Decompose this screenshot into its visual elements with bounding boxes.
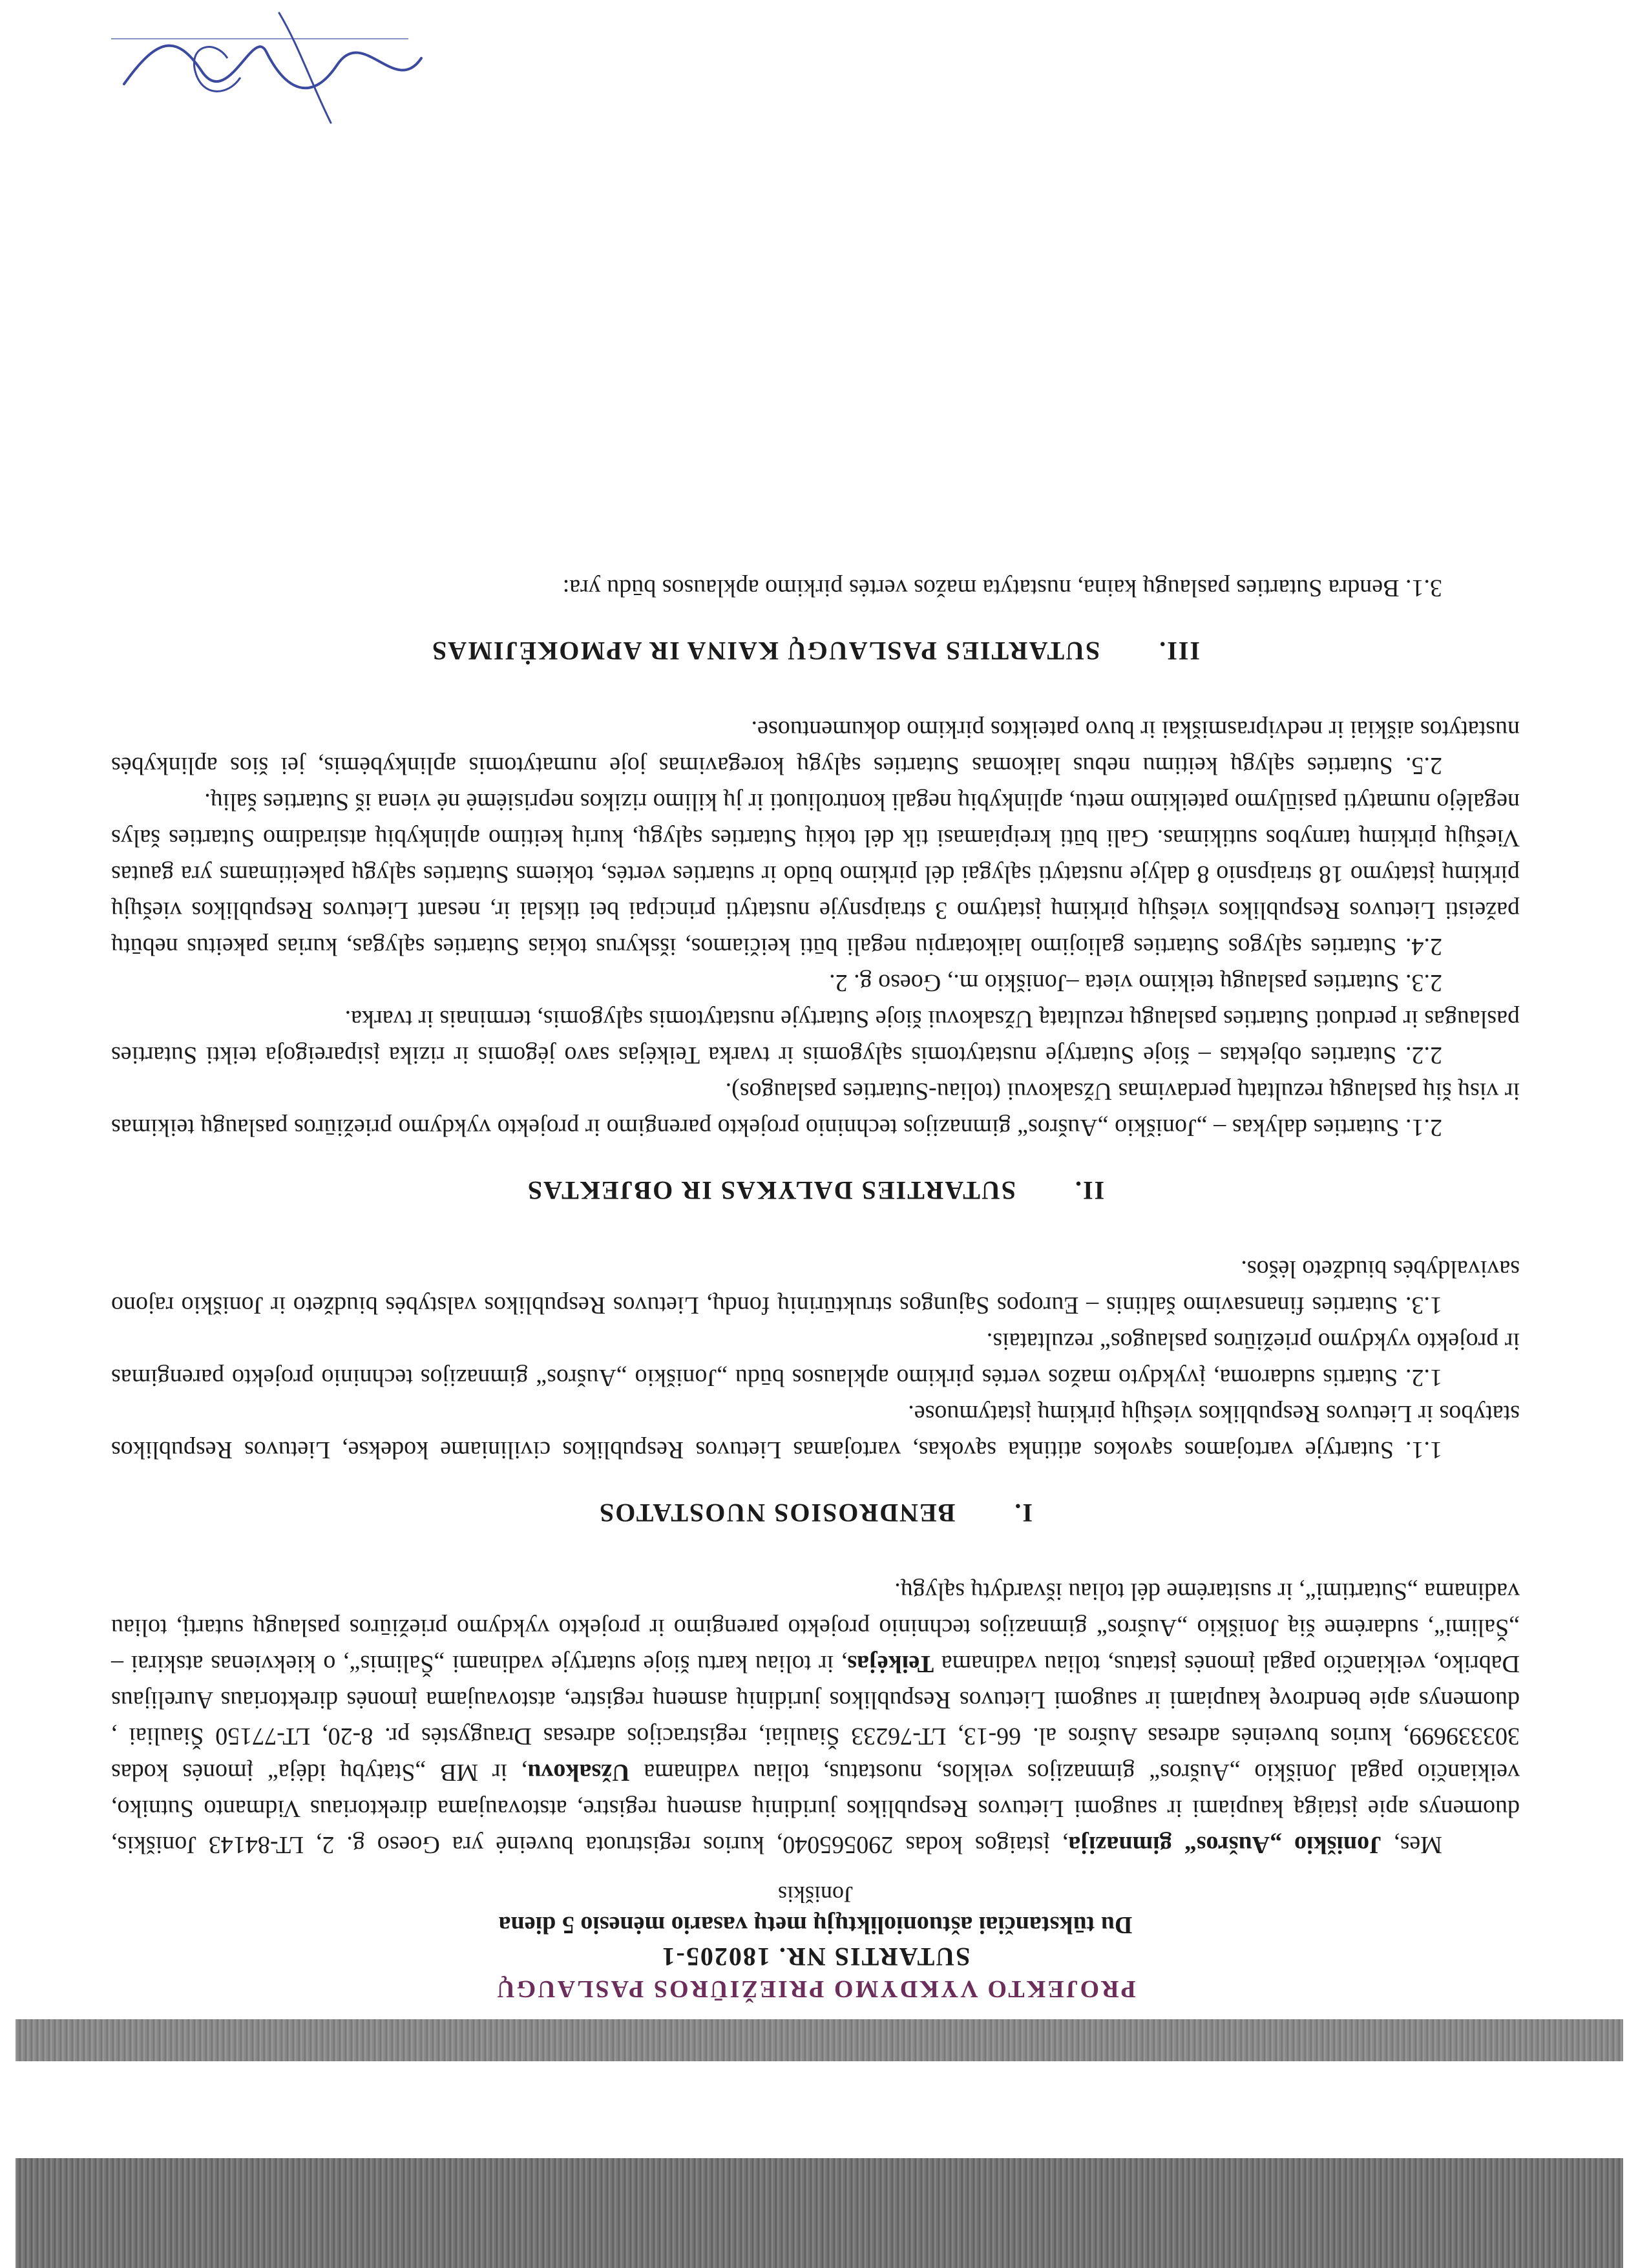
scanner-bar — [16, 2019, 1623, 2061]
contract-title: PROJEKTO VYKDYMO PRIEŽIŪROS PASLAUGŲ — [495, 1975, 1136, 2002]
contract-number: SUTARTIS NR. 180205-1 — [660, 1942, 971, 1971]
clause-1-2: 1.2. Sutartis sudaroma, įvykdyto mažos vertės pirkimo apklausos būdu „Joniškio „Aušros“ gimnazijos techninio projekto parengimas ir projekto vykdymo priežiūros paslaugos“ rezultatais. — [111, 1328, 1520, 1391]
scanner-bar — [16, 2158, 1623, 2268]
clause-2-2: 2.2. Sutarties objektas – šioje Sutartyje nustatytomis sąlygomis ir tvarka Teikėjas savo jėgomis ir rizika įsipareigoja teikti Sutarties paslaugas ir perduoti Sutarties paslaugų rezultatą Užsakovui šioje Sutartyje nustatytomis sąlygomis, terminais ir tvarka. — [111, 1005, 1520, 1069]
section-title-3: III.SUTARTIES PASLAUGŲ KAINA IR APMOKĖJIMAS — [431, 636, 1200, 666]
school-name: Joniškio „Aušros“ gimnazija — [1068, 1831, 1382, 1858]
clause-1-3: 1.3. Sutarties finansavimo šaltinis – Europos Sąjungos struktūrinių fondų, Lietuvos Respublikos valstybės biudžeto ir Joniškio rajono savivaldybės biudžeto lėšos. — [111, 1255, 1520, 1319]
section-title-2: II.SUTARTIES DALYKAS IR OBJEKTAS — [526, 1176, 1105, 1205]
clause-1-1: 1.1. Sutartyje vartojamos sąvokos atitinka sąvokas, vartojamas Lietuvos Respublikos civiliniame kodekse, Lietuvos Respublikos statybos ir Lietuvos Respublikos viešųjų pirkimų įstatymuose. — [111, 1400, 1520, 1464]
clause-2-1: 2.1. Sutarties dalykas – „Joniškio „Aušros“ gimnazijos techninio projekto parengimo ir projekto vykdymo priežiūros paslaugų teikimas ir visų šių paslaugų rezultatų perdavimas Užsakovui (toliau-Sutarties paslaugos). — [111, 1078, 1520, 1141]
provider-term: Teikėjas — [847, 1650, 934, 1677]
clause-2-4: 2.4. Sutarties sąlygos Sutarties galiojimo laikotarpiu negali būti keičiamos, išskyrus tokias Sutarties sąlygas, kurias pakeitus nebūtų pažeisti Lietuvos Respublikos viešųjų pirkimų įstatymo 3 straipsnyje nustatyti principai bei tikslai ir, nesant Lietuvos Respublikos viešųjų pirkimų įstatymo 18 straipsnio 8 dalyje nustatyti sąlygai dėl pirkimo būdo ir sutarties vertės, tokiems Sutarties sąlygų pakeitimams yra gautas Viešųjų pirkimų tarnybos sutikimas. Gali būti kreipiamasi tik dėl tokių Sutarties sąlygų, kurių keitimo aplinkybių atsiradimo Sutarties šalys negalėjo numatyti pasiūlymo pateikimo metu, aplinkybių negali kontroliuoti ir jų kilimo rizikos neprisiėmė nė viena iš Sutarties šalių. — [111, 788, 1520, 960]
handwritten-signature — [98, 6, 434, 136]
section-title-1: I.BENDROSIOS NUOSTATOS — [598, 1498, 1033, 1528]
contract-header — [111, 1881, 1520, 2003]
clause-2-3: 2.3. Sutarties paslaugų teikimo vieta –Joniškio m., Goeso g. 2. — [829, 969, 1442, 996]
intro-paragraph: Mes, Joniškio „Aušros“ gimnazija, įstaigos kodas 290565040, kurios registruota buveinė yra Goeso g. 2, LT-84143 Joniškis, duomenys apie įstaigą kaupiami ir saugomi Lietuvos Respublikos juridinių asmenų registre, atstovaujama direktoriaus Vidmanto Sutniko, veikiančio pagal Joniškio „Aušros“ gimnazijos veiklos, nuostatus, toliau vadinama Užsakovu, ir MB „Statybų idėja“ įmonės kodas 303339699, kurios buveinės adresas Aušros al. 66-13, LT-76233 Šiauliai, registracijos adresas Draugystės pr. 8-20, LT-77150 Šiauliai , duomenys apie bendrovę kaupiami ir saugomi Lietuvos Respublikos juridinių asmenų registre, atstovaujama įmonės direktoriaus Aurelijaus Dabriko, veikiančio pagal įmonės įstatus, toliau vadinama Teikėjas, ir toliau kartu šioje sutartyje vadinami „Šalimis“, o kiekvienas atskirai – „Šalimi“, sudarėme šią Joniškio „Aušros“ gimnazijos techninio projekto parengimo ir projekto vykdymo priežiūros paslaugų sutartį, toliau vadinama „Sutartimi“, ir susitarėme dėl toliau išvardytų sąlygų. — [111, 1578, 1520, 1858]
contract-date: Du tūkstančiai aštuonioliktųjų metų vasario mėnesio 5 diena — [498, 1911, 1133, 1938]
clause-2-5: 2.5. Sutarties sąlygų keitimu nebus laikomas Sutarties sąlygų koregavimas joje numatytomis aplinkybėmis, jei šios aplinkybės nustatytos aiškiai ir nedviprasmiškai ir buvo pateiktos pirkimo dokumentuose. — [111, 716, 1520, 779]
contract-place: Joniškis — [777, 1882, 854, 1907]
clause-3-1: 3.1. Bendra Sutarties paslaugų kaina, nustatyta mažos vertės pirkimo apklausos būdu yra: — [562, 574, 1442, 602]
contract-body — [111, 570, 1520, 2003]
client-term: Užsakovu — [527, 1759, 630, 1786]
